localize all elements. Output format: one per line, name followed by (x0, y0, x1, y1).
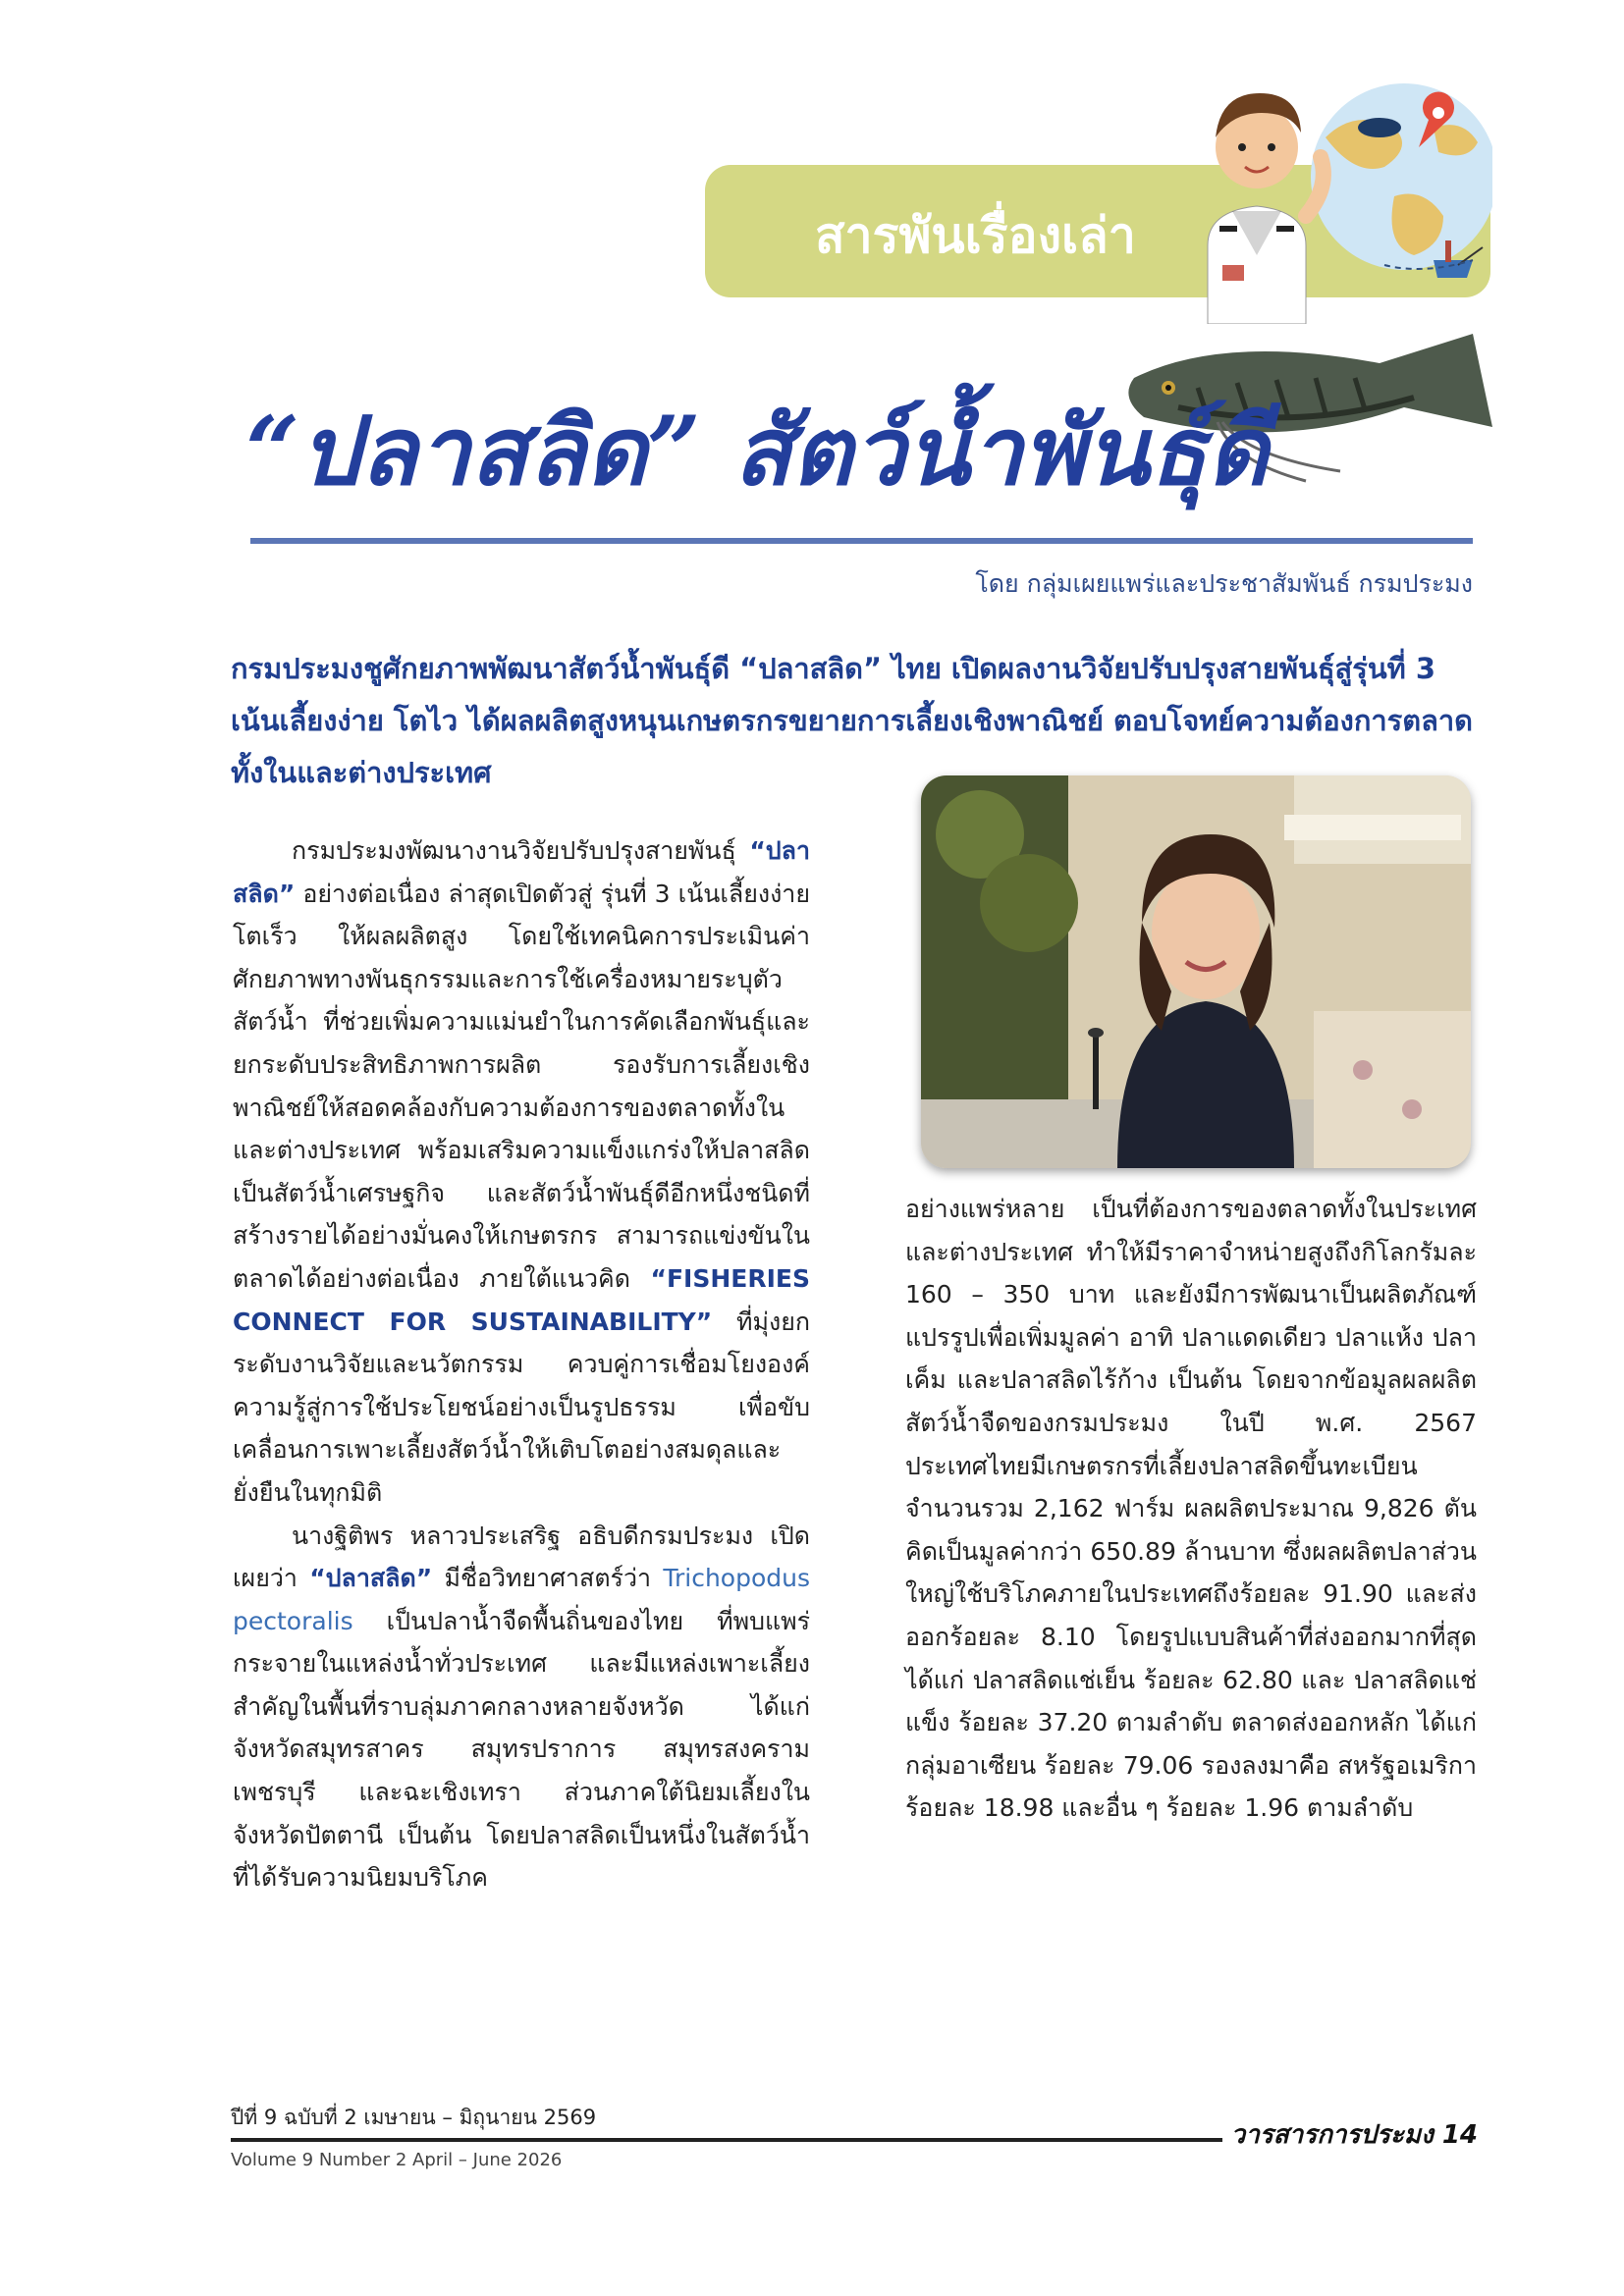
article-byline: โดย กลุ่มเผยแพร่และประชาสัมพันธ์ กรมประมง (975, 569, 1473, 598)
paragraph-intro: กรมประมงพัฒนางานวิจัยปรับปรุงสายพันธุ์ “ปลาสลิด” อย่างต่อเนื่อง ล่าสุดเปิดตัวสู่ รุ่นที่ 3 เน้นเลี้ยงง่าย โตเร็ว ให้ผลผลิตสูง โดยใช้เทคนิคการประเมินค่าศักยภาพทางพันธุกรรมและการใช้เครื่องหมายระบุตัวสัตว์น้ำ ที่ช่วยเพิ่มความแม่นยำในการคัดเลือกพันธุ์และยกระดับประสิทธิภาพการผลิต รองรับการเลี้ยงเชิงพาณิชย์ให้สอดคล้องกับความต้องการของตลาดทั้งในและต่างประเทศ พร้อมเสริมความแข็งแกร่งให้ปลาสลิดเป็นสัตว์น้ำเศรษฐกิจ และสัตว์น้ำพันธุ์ดีอีกหนึ่งชนิดที่สร้างรายได้อย่างมั่นคงให้เกษตรกร สามารถแข่งขันในตลาดได้อย่างต่อเนื่อง ภายใต้แนวคิด “FISHERIES CONNECT FOR SUSTAINABILITY” ที่มุ่งยกระดับงานวิจัยและนวัตกรรม ควบคู่การเชื่อมโยงองค์ความรู้สู่การใช้ประโยชน์อย่างเป็นรูปธรรม เพื่อขับเคลื่อนการเพาะเลี้ยงสัตว์น้ำให้เติบโตอย่างสมดุลและยั่งยืนในทุกมิติ (233, 836, 810, 1507)
fisheries-officer-illustration-icon (1139, 69, 1492, 324)
scientific-name: Trichopodus pectoralis (233, 1564, 810, 1635)
article-column-left (233, 829, 810, 2047)
highlight-fish-name-2: “ปลาสลิด” (309, 1564, 433, 1593)
paragraph-market: อย่างแพร่หลาย เป็นที่ต้องการของตลาดทั้งในประเทศและต่างประเทศ ทำให้มีราคาจำหน่ายสูงถึงกิโลกรัมละ 160 – 350 บาท และยังมีการพัฒนาเป็นผลิตภัณฑ์แปรรูปเพื่อเพิ่มมูลค่า อาทิ ปลาแดดเดียว ปลาแห้ง ปลาเค็ม และปลาสลิดไร้ก้าง เป็นต้น โดยจากข้อมูลผลผลิตสัตว์น้ำจืดของกรมประมง ในปี พ.ศ. 2567 ประเทศไทยมีเกษตรกรที่เลี้ยงปลาสลิดขึ้นทะเบียน จำนวนรวม 2,162 ฟาร์ม ผลผลิตประมาณ 9,826 ตัน คิดเป็นมูลค่ากว่า 650.89 ล้านบาท ซึ่งผลผลิตปลาส่วนใหญ่ใช้บริโภคภายในประเทศถึงร้อยละ 91.90 และส่งออกร้อยละ 8.10 โดยรูปแบบสินค้าที่ส่งออกมากที่สุด ได้แก่ ปลาสลิดแช่เย็น ร้อยละ 62.80 และ ปลาสลิดแช่แข็ง ร้อยละ 37.20 ตามลำดับ ตลาดส่งออกหลัก ได้แก่ กลุ่มอาเซียน ร้อยละ 79.06 รองลงมาคือ สหรัฐอเมริกา ร้อยละ 18.98 และอื่น ๆ ร้อยละ 1.96 ตามลำดับ (905, 1195, 1477, 1823)
issue-info-english: Volume 9 Number 2 April – June 2026 (231, 2150, 563, 2170)
article-column-right (905, 1188, 1477, 2052)
paragraph-director: นางฐิติพร หลาวประเสริฐ อธิบดีกรมประมง เปิดเผยว่า “ปลาสลิด” มีชื่อวิทยาศาสตร์ว่า Trichopodus pectoralis เป็นปลาน้ำจืดพื้นถิ่นของไทย ที่พบแพร่กระจายในแหล่งน้ำทั่วประเทศ และมีแหล่งเพาะเลี้ยงสำคัญในพื้นที่ราบลุ่มภาคกลางหลายจังหวัด ได้แก่ จังหวัดสมุทรสาคร สมุทรปราการ สมุทรสงคราม เพชรบุรี และฉะเชิงเทรา ส่วนภาคใต้นิยมเลี้ยงในจังหวัดปัตตานี เป็นต้น โดยปลาสลิดเป็นหนึ่งในสัตว์น้ำที่ได้รับความนิยมบริโภค (233, 1521, 810, 1893)
title-divider (250, 538, 1473, 544)
section-label: สารพันเรื่องเล่า (815, 207, 1136, 264)
slogan-text: “FISHERIES CONNECT FOR SUSTAINABILITY” (233, 1263, 810, 1336)
highlight-fish-name: “ปลาสลิด” (233, 836, 810, 908)
footer-divider (231, 2138, 1222, 2142)
director-photo (921, 775, 1471, 1168)
article-title: “ปลาสลิด” สัตว์น้ำพันธุ์ดี (245, 396, 1269, 507)
article-lead: กรมประมงชูศักยภาพพัฒนาสัตว์น้ำพันธุ์ดี “ปลาสลิด” ไทย เปิดผลงานวิจัยปรับปรุงสายพันธุ์สู่รุ่นที่ 3 เน้นเลี้ยงง่าย โตไว ได้ผลผลิตสูงหนุนเกษตรกรขยายการเลี้ยงเชิงพาณิชย์ ตอบโจทย์ความต้องการตลาดทั้งในและต่างประเทศ (231, 652, 1473, 789)
director-photo-image (921, 775, 1471, 1168)
journal-page-label: วารสารการประมง 14 (1230, 2120, 1478, 2150)
issue-info-thai: ปีที่ 9 ฉบับที่ 2 เมษายน – มิถุนายน 2569 (231, 2106, 597, 2129)
